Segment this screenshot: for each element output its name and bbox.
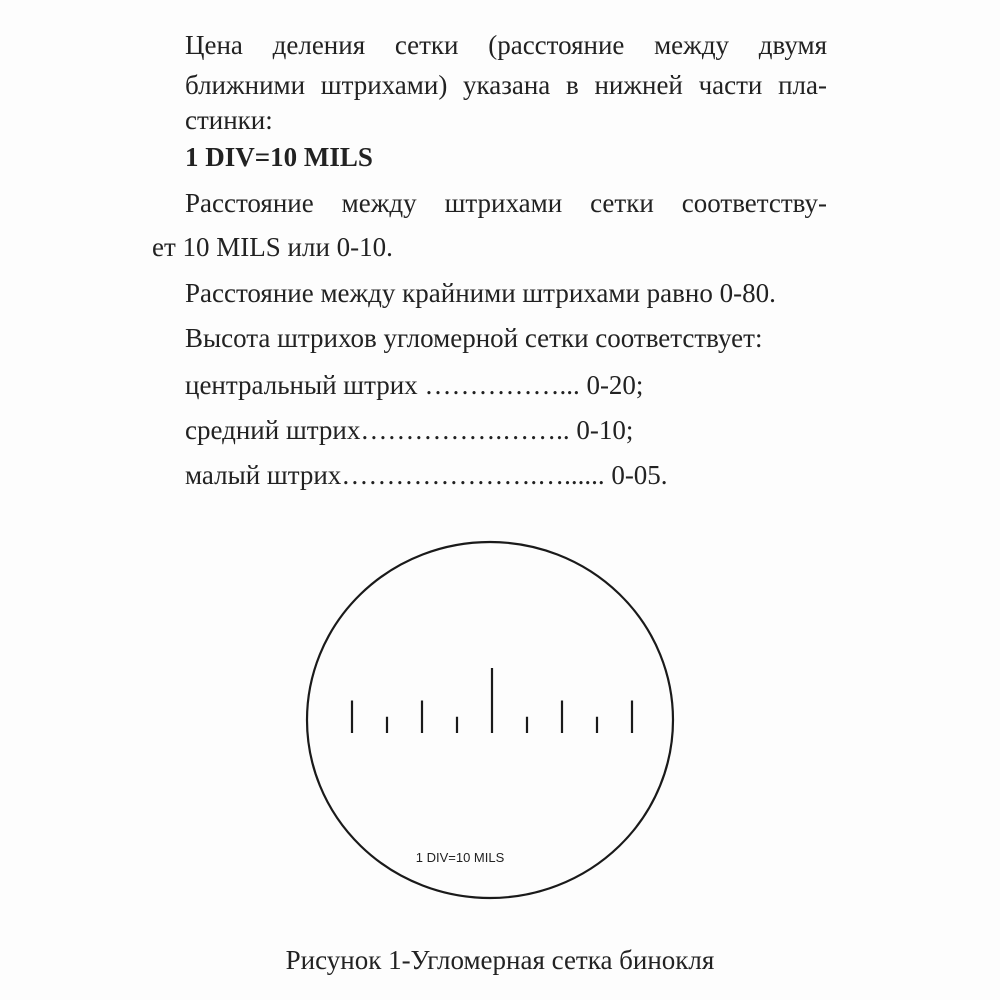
tick-height-value: 0-10; — [569, 415, 634, 445]
tick-height-value: 0-05. — [604, 460, 668, 490]
reticle-scale-label: 1 DIV=10 MILS — [415, 850, 505, 865]
paragraph-1-line-2: ближними штрихами) указана в нижней части пла- — [185, 70, 827, 100]
paragraph-3: Расстояние между крайними штрихами равно 0-80. — [185, 278, 776, 308]
paragraph-2-line-2: ет 10 MILS или 0-10. — [152, 232, 393, 262]
figure-caption: Рисунок 1-Угломерная сетка бинокля — [285, 945, 715, 975]
tick-height-label: центральный штрих — [185, 370, 425, 400]
paragraph-1-line-3: стинки: — [185, 105, 273, 135]
paragraph-4: Высота штрихов угломерной сетки соответствует: — [185, 323, 763, 353]
tick-height-dots: ………………….…...... — [341, 460, 605, 490]
tick-height-value: 0-20; — [579, 370, 644, 400]
tick-height-label: малый штрих — [185, 460, 342, 490]
reticle-ticks — [352, 668, 632, 733]
reticle-circle — [307, 542, 673, 898]
tick-height-label: средний штрих — [185, 415, 361, 445]
paragraph-2-line-1: Расстояние между штрихами сетки соответству- — [185, 188, 827, 218]
division-heading: 1 DIV=10 MILS — [185, 142, 373, 172]
tick-height-dots: …………….…….. — [360, 415, 570, 445]
paragraph-1-line-1: Цена деления сетки (расстояние между двумя — [185, 30, 827, 60]
tick-height-dots: ……………... — [424, 370, 580, 400]
